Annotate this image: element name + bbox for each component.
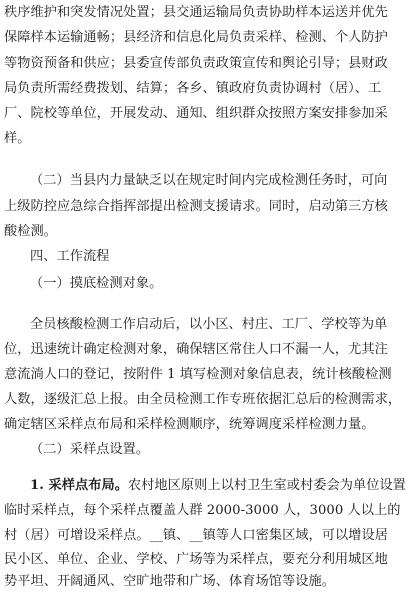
paragraph-line: 样。	[4, 131, 31, 146]
paragraph-line: 势平坦、开阔通风、空旷地带和广场、体育场馆等设施。	[4, 574, 335, 589]
paragraph-line: （二）当县内力量缺乏以在规定时间内完成检测任务时，可向	[30, 173, 388, 188]
paragraph-line: 民小区、单位、企业、学校、广场等为采样点，要充分利用城区地	[4, 552, 388, 567]
paragraph-line: 确定辖区采样点布局和采样检测顺序，统筹调度采样检测力量。	[4, 417, 375, 432]
section-heading: 四、工作流程	[30, 249, 110, 264]
item-title: 1. 采样点布局。	[30, 478, 128, 493]
paragraph-line: 保障样本运输通畅；县经济和信息化局负责采样、检测、个人防护	[4, 30, 388, 45]
subsection-heading: （二）采样点设置。	[30, 442, 150, 457]
paragraph-line	[30, 475, 406, 497]
paragraph-line: 等物资预备和供应；县委宣传部负责政策宣传和舆论引导；县财政	[4, 56, 388, 71]
paragraph-line: 秩序维护和突发情况处置；县交通运输局负责协助样本运送并优先	[4, 5, 388, 20]
paragraph-line: 村（居）可增设采样点。__镇、__镇等人口密集区域，可以增设居	[4, 528, 388, 543]
paragraph-line: 位，迅速统计确定检测对象，确保辖区常住人口不漏一人，尤其注	[4, 342, 388, 357]
paragraph-line: 上级防控应急综合指挥部提出检测支援请求。同时，启动第三方核	[4, 199, 388, 214]
paragraph-line: 人数，逐级汇总上报。由全员检测工作专班依据汇总后的检测需求，	[4, 392, 402, 407]
paragraph-line: 全员核酸检测工作启动后，以小区、村庄、工厂、学校等为单	[30, 317, 388, 332]
paragraph-line: 局负责所需经费拨划、结算；各乡、镇政府负责协调村（居）、工	[4, 81, 382, 96]
subsection-heading: （一）摸底检测对象。	[30, 276, 163, 291]
item-text: 农村地区原则上以村卫生室或村委会为单位设置	[127, 478, 406, 493]
paragraph-line: 意流淌人口的登记，按附件 1 填写检测对象信息表，统计核酸检测	[4, 367, 392, 382]
paragraph-line: 酸检测。	[4, 224, 57, 239]
paragraph-line: 厂、院校等单位，开展发动、通知、组织群众按照方案安排参加采	[4, 106, 388, 121]
paragraph-line: 临时采样点，每个采样点覆盖人群 2000-3000 人，3000 人以上的	[4, 503, 401, 518]
